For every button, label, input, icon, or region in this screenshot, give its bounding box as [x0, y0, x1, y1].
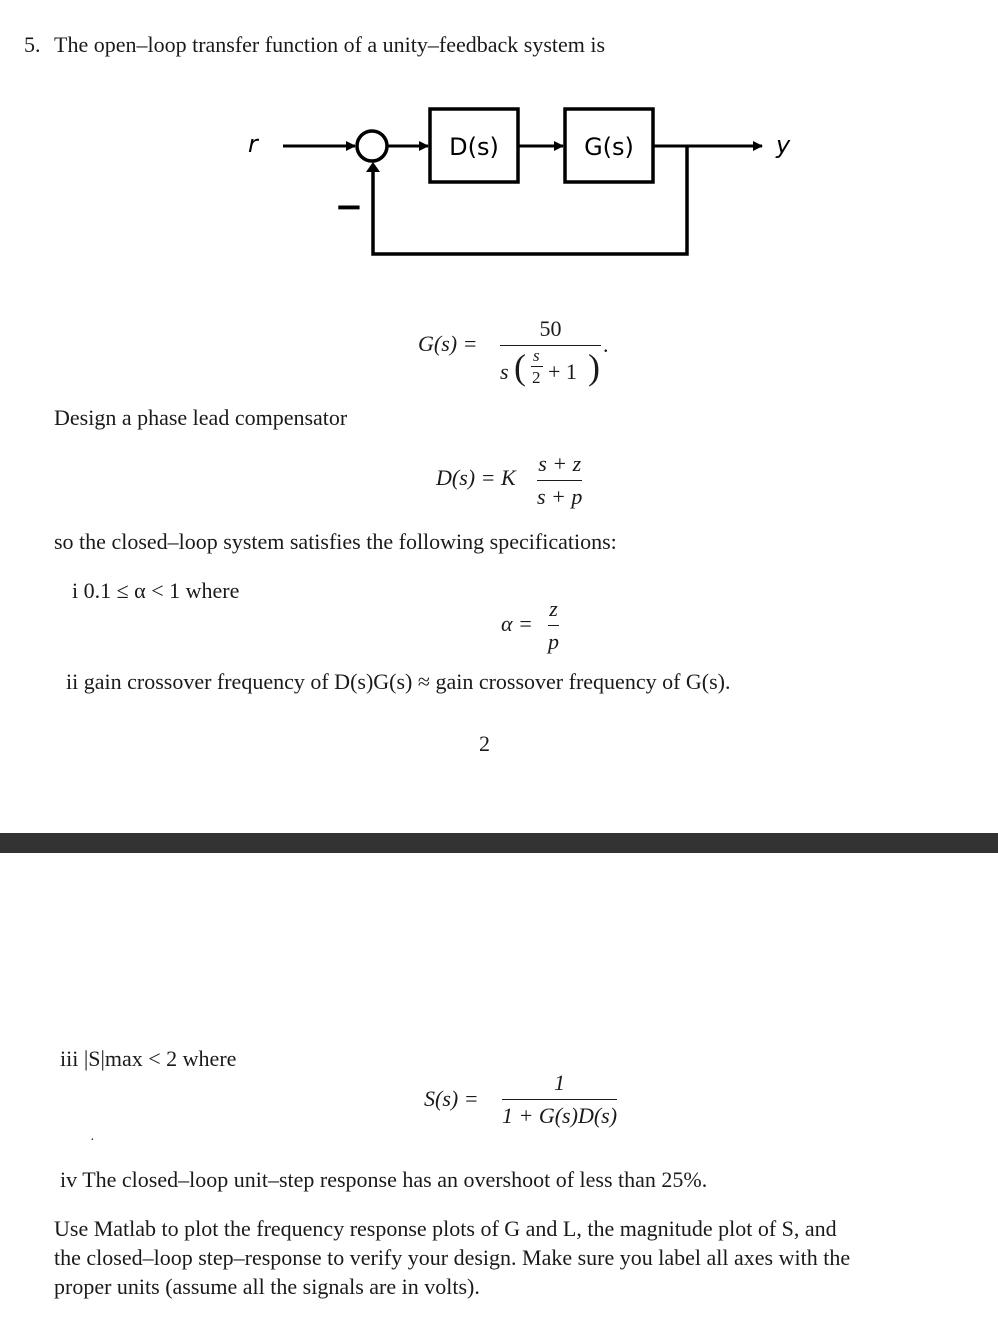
- spec-i: i 0.1 ≤ α < 1 where: [72, 578, 240, 603]
- summing-junction: [357, 131, 387, 161]
- page-number: 2: [479, 731, 490, 756]
- output-label: y: [776, 131, 791, 159]
- design-line: Design a phase lead compensator: [54, 405, 348, 430]
- stray-dot: ·: [90, 1133, 95, 1148]
- alpha-denominator: p: [548, 629, 559, 654]
- d-numerator: s + z: [538, 451, 582, 476]
- g-equation-lhs: G(s) =: [418, 331, 478, 356]
- s-denominator: 1 + G(s)D(s): [502, 1103, 618, 1128]
- input-label: r: [248, 130, 258, 158]
- g-fraction-bar: [500, 345, 601, 346]
- d-equation-lhs: D(s) = K: [436, 465, 516, 490]
- spec-iii: iii |S|max < 2 where: [60, 1046, 237, 1071]
- alpha-equation-lhs: α =: [501, 611, 533, 636]
- problem-number: 5.: [24, 32, 41, 57]
- specs-intro: so the closed–loop system satisfies the following specifications:: [54, 529, 617, 554]
- d-equation-fraction: [537, 453, 582, 508]
- final-line-1: Use Matlab to plot the frequency response plots of G and L, the magnitude plot of S, and: [54, 1216, 837, 1241]
- g-den-inner-den: 2: [532, 368, 541, 387]
- feedback-arrowhead: [366, 162, 380, 172]
- final-line-2: the closed–loop step–response to verify your design. Make sure you label all axes with the: [54, 1245, 851, 1270]
- alpha-numerator: z: [549, 596, 558, 621]
- page-separator: [0, 833, 998, 853]
- plant-label: G(s): [584, 133, 634, 161]
- g-den-inner-num: s: [533, 346, 540, 365]
- s-equation-lhs: S(s) =: [424, 1086, 479, 1111]
- s-numerator: 1: [554, 1070, 566, 1095]
- g-period: .: [603, 332, 609, 357]
- block-diagram: [0, 100, 998, 380]
- problem-intro: The open–loop transfer function of a unity–feedback system is: [54, 32, 606, 57]
- left-paren: (: [514, 347, 526, 387]
- alpha-equation-fraction: [548, 598, 559, 653]
- final-line-3: proper units (assume all the signals are in volts).: [54, 1274, 480, 1299]
- d-denominator: s + p: [537, 484, 583, 509]
- spec-iv: iv The closed–loop unit–step response has an overshoot of less than 25%.: [60, 1167, 708, 1192]
- right-paren: ): [588, 347, 600, 387]
- feedback-sign: −: [334, 187, 364, 227]
- g-den-plus-one: + 1: [548, 359, 577, 384]
- d-fraction-bar: [537, 480, 582, 481]
- g-numerator: 50: [539, 316, 562, 341]
- g-den-s: s: [500, 359, 509, 384]
- controller-label: D(s): [449, 133, 499, 161]
- s-equation-fraction: [502, 1072, 617, 1127]
- g-den-inner-bar: [531, 366, 543, 367]
- alpha-fraction-bar: [548, 625, 559, 626]
- spec-ii: ii gain crossover frequency of D(s)G(s) ≈ gain crossover frequency of G(s).: [66, 669, 731, 694]
- s-fraction-bar: [502, 1099, 617, 1100]
- feedback-path: [373, 146, 687, 254]
